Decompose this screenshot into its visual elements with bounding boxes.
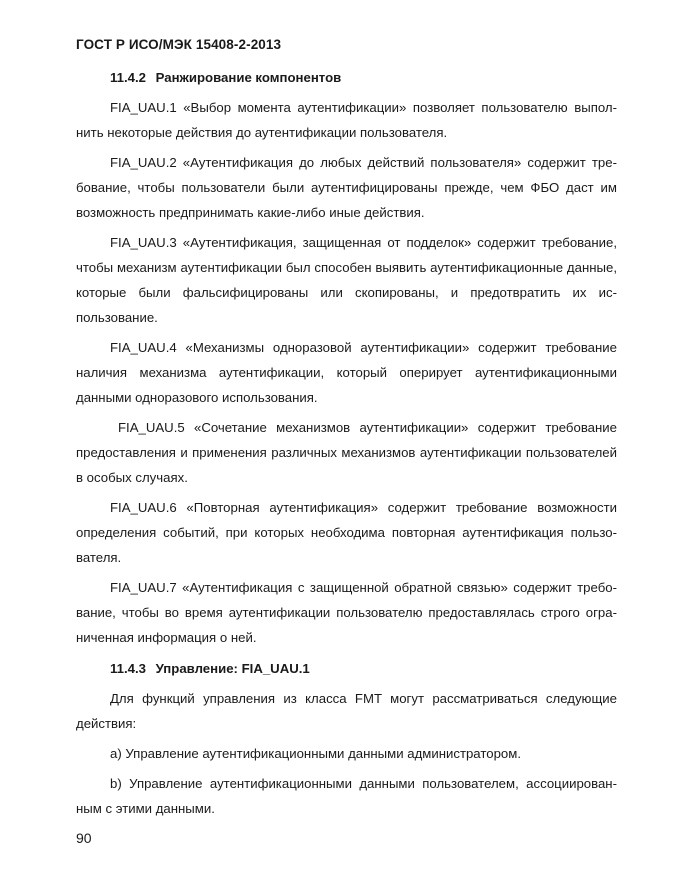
document-header: ГОСТ Р ИСО/МЭК 15408-2-2013 [76,37,282,52]
section-number: 11.4.3 [110,661,146,676]
section-number: 11.4.2 [110,70,146,85]
paragraph-fia-uau-5: FIA_UAU.5 «Сочетание механизмов аутентификации» содержит требование предоставления и применения различных механизмов аутентификации пользователей в особых случаях. [76,420,617,485]
section-heading-11-4-2 [76,65,617,91]
paragraph-fia-uau-4: FIA_UAU.4 «Механизмы одноразовой аутентификации» содержит требование наличия механизма аутентификации, который оперирует аутентификационными данными одноразового использования. [76,340,617,405]
paragraph-management-intro: Для функций управления из класса FMT могут рассматриваться следующие действия: [76,691,617,731]
page-body [76,65,617,826]
list-item-b: b) Управление аутентификационными данными пользователем, ассоциированным с этими данными. [76,776,617,816]
list-item-a: a) Управление аутентификационными данными администратором. [110,746,521,761]
paragraph-fia-uau-1: FIA_UAU.1 «Выбор момента аутентификации» позволяет пользователю выполнить некоторые действия до аутентификации пользователя. [76,100,617,140]
paragraph-fia-uau-6: FIA_UAU.6 «Повторная аутентификация» содержит требование возможности определения событий, при которых необходима повторная аутентификация пользователя. [76,500,617,565]
paragraph-fia-uau-7: FIA_UAU.7 «Аутентификация с защищенной обратной связью» содержит требование, чтобы во время аутентификации пользователю предоставлялась строго ограниченная информация о ней. [76,580,617,645]
section-title: Ранжирование компонентов [155,70,342,85]
page-number: 90 [76,830,92,846]
paragraph-fia-uau-3: FIA_UAU.3 «Аутентификация, защищенная от подделок» содержит требование, чтобы механизм аутентификации был способен выявить аутентификационные данные, которые были фальсифицированы или скопированы, и предотвратить их использование. [76,235,617,325]
section-heading-11-4-3 [76,656,617,682]
paragraph-fia-uau-2: FIA_UAU.2 «Аутентификация до любых действий пользователя» содержит требование, чтобы пользователи были аутентифицированы прежде, чем ФБО даст им возможность предпринимать какие-либо иные действия. [76,155,617,220]
section-title: Управление: FIA_UAU.1 [155,661,310,676]
